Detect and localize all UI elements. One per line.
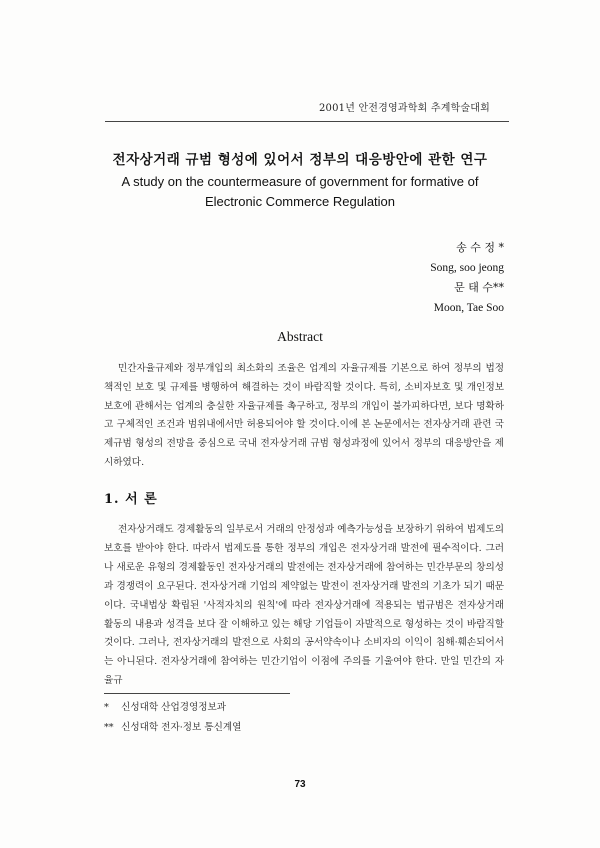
section-body-introduction xyxy=(104,521,504,691)
section-heading-introduction: 1. 서 론 xyxy=(104,492,158,507)
footnotes xyxy=(104,698,241,738)
paper-title-english-line2: Electronic Commerce Regulation xyxy=(204,194,396,209)
footnote-rule xyxy=(104,693,290,694)
paper-title-english xyxy=(0,172,600,212)
abstract-paragraph: 민간자율규제와 정부개입의 최소화의 조율은 업계의 자율규제를 기본으로 하여 정부의 법정책적인 보호 및 규제를 병행하여 해결하는 것이 바람직할 것이다. 특히, 소비자보호 및 개인정보보호에 관해서는 업계의 충실한 자율규제를 촉구하고, 정부의 개입이 불가피하다면, 보다 명확하고 구체적인 조건과 범위내에서만 허용되어야 할 것이다.이에 본 논문에서는 전자상거래 관련 국제규범 형성의 전망을 중심으로 국내 전자상거래 규범 형성과정에 있어서 정부의 대응방안을 제시하였다. xyxy=(104,363,504,468)
footnote-text: 신성대학 전자·정보 통신계열 xyxy=(121,722,242,733)
footnote-item xyxy=(104,698,241,718)
running-header: 2001년 안전경영과학회 추계학술대회 xyxy=(318,103,490,114)
footnote-text: 신성대학 산업경영정보과 xyxy=(121,702,227,713)
header-rule xyxy=(105,121,509,122)
abstract-heading: Abstract xyxy=(277,329,323,344)
abstract-body xyxy=(104,360,504,473)
footnote-mark: * xyxy=(104,702,109,713)
footnote-item xyxy=(104,718,241,738)
paper-title-english-line1: A study on the countermeasure of government for formative of xyxy=(121,174,479,189)
author1-korean-name: 송 수 정 * xyxy=(456,241,504,254)
introduction-paragraph: 전자상거래도 경제활동의 일부로서 거래의 안정성과 예측가능성을 보장하기 위하여 법제도의 보호를 받아야 한다. 따라서 법제도를 통한 정부의 개입은 전자상거래 발전에 필수적이다. 그러나 새로운 유형의 경제활동인 전자상거래의 발전에는 전자상거래에 참여하는 민간부문의 창의성과 경쟁력이 요구된다. 전자상거래 기업의 제약없는 발전이 전자상거래 발전의 기초가 되기 때문이다. 국내법상 확립된 '사적자치의 원칙'에 따라 전자상거래에 적용되는 법규범은 전자상거래 활동의 내용과 성격을 보다 잘 이해하고 있는 해당 기업들이 자발적으로 형성하는 것이 바람직할 것이다. 그러나, 전자상거래의 발전으로 사회의 공서약속이나 소비자의 이익이 침해·훼손되어서는 아니된다. 전자상거래에 참여하는 민간기업이 이점에 주의를 기울여야 한다. 만일 민간의 자율규 xyxy=(104,524,504,687)
page-number: 73 xyxy=(294,779,306,790)
author2-korean-name: 문 태 수** xyxy=(454,281,504,294)
footnote-mark: ** xyxy=(104,722,114,733)
author2-english-name: Moon, Tae Soo xyxy=(433,302,504,314)
author-block xyxy=(430,238,504,318)
author1-english-name: Song, soo jeong xyxy=(430,262,504,274)
paper-title-korean: 전자상거래 규범 형성에 있어서 정부의 대응방안에 관한 연구 xyxy=(112,152,488,168)
